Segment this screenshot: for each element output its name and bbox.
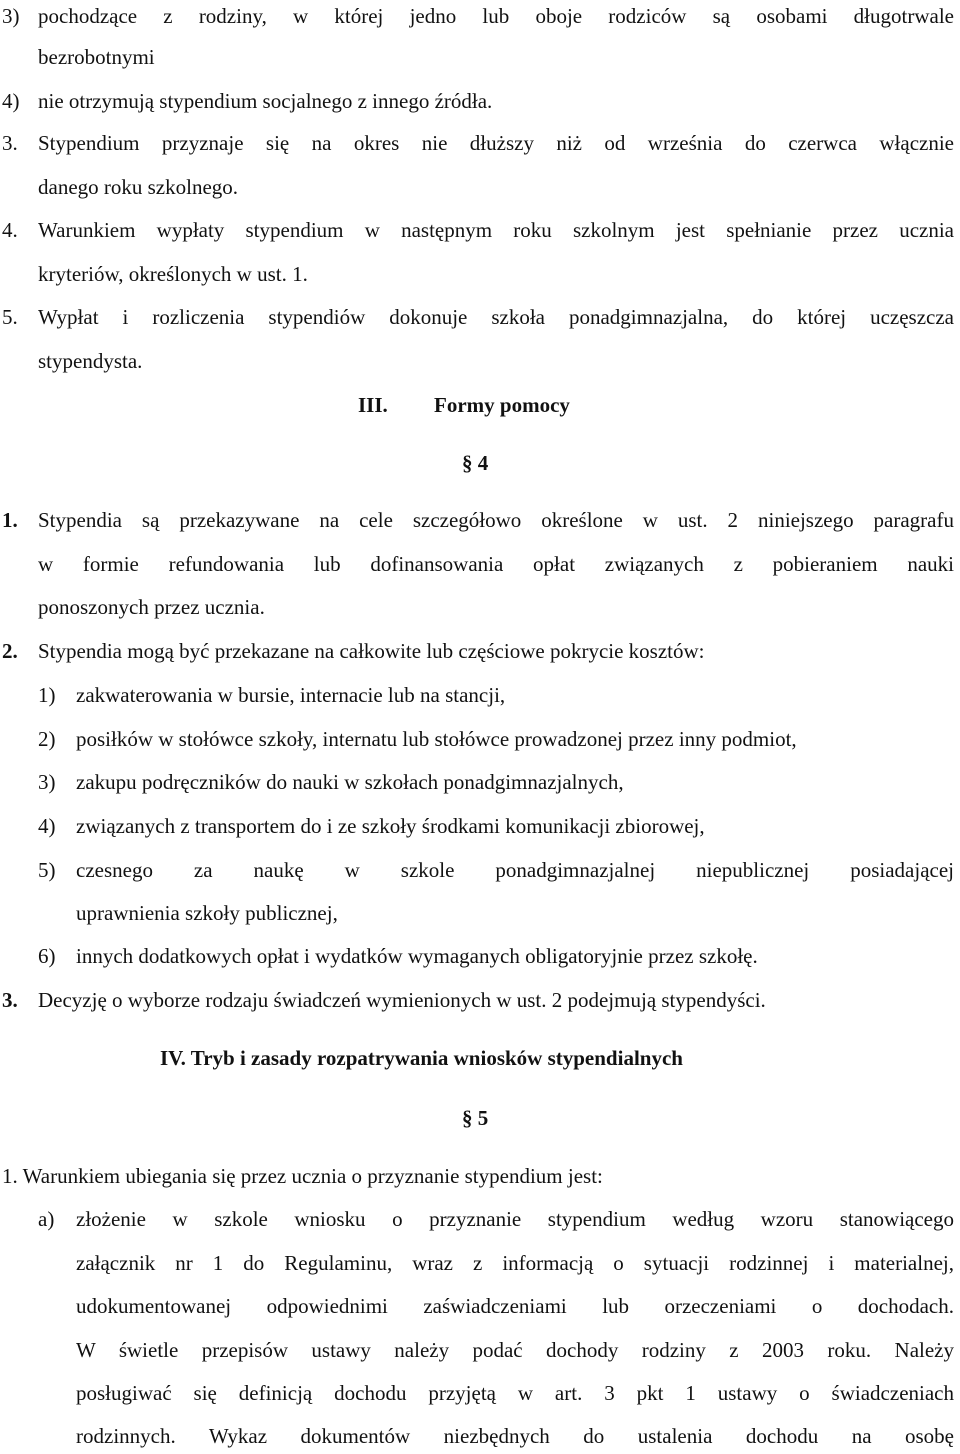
item-text: kryteriów, określonych w ust. 1.: [38, 262, 308, 286]
section-heading: [0, 390, 960, 420]
item-text: danego roku szkolnego.: [38, 175, 239, 199]
item-text: związanych z transportem do i ze szkoły środkami komunikacji zbiorowej,: [76, 814, 705, 838]
item-text: Wypłat i rozliczenia stypendiów dokonuje szkoła ponadgimnazjalna, do której uczęszcza: [38, 305, 954, 329]
item-text: bezrobotnymi: [38, 45, 155, 69]
list-item: [0, 724, 960, 754]
text-line: [0, 1335, 960, 1365]
text-line: [0, 1161, 960, 1191]
text-line: [0, 1421, 960, 1451]
list-item: [0, 767, 960, 797]
paragraph-sign: § 5: [462, 1106, 489, 1130]
text-line: [0, 172, 960, 202]
item-text: udokumentowanej odpowiednimi zaświadczeniami lub orzeczeniami o dochodach.: [76, 1294, 954, 1318]
item-number: 3.: [2, 131, 18, 155]
list-item: [0, 811, 960, 841]
item-text: Stypendia są przekazywane na cele szczegółowo określone w ust. 2 niniejszego paragrafu: [38, 508, 954, 532]
item-text: w formie refundowania lub dofinansowania opłat związanych z pobieraniem nauki: [38, 552, 954, 576]
list-item: [0, 215, 960, 245]
item-number: 3.: [2, 988, 18, 1012]
item-text: stypendysta.: [38, 349, 143, 373]
item-number: 3): [2, 4, 20, 28]
item-text: pochodzące z rodziny, w której jedno lub oboje rodziców są osobami długotrwale: [38, 4, 954, 28]
item-text: nie otrzymują stypendium socjalnego z innego źródła.: [38, 89, 493, 113]
item-text: 1. Warunkiem ubiegania się przez ucznia o przyznanie stypendium jest:: [2, 1164, 603, 1188]
list-item: [0, 636, 960, 666]
item-text: czesnego za naukę w szkole ponadgimnazjalnej niepublicznej posiadającej: [76, 858, 954, 882]
item-number: 6): [38, 944, 56, 968]
list-item: [0, 128, 960, 158]
item-text: uprawnienia szkoły publicznej,: [76, 901, 338, 925]
item-number: 5): [38, 858, 56, 882]
item-text: posługiwać się definicją dochodu przyjętą w art. 3 pkt 1 ustawy o świadczeniach: [76, 1381, 954, 1405]
list-item: [0, 505, 960, 535]
list-item: [0, 680, 960, 710]
paragraph-sign: § 4: [462, 451, 489, 475]
item-text: Stypendium przyznaje się na okres nie dłuższy niż od września do czerwca włącznie: [38, 131, 954, 155]
item-text: rodzinnych. Wykaz dokumentów niezbędnych do ustalenia dochodu na osobę: [76, 1424, 954, 1448]
item-number: 4): [2, 89, 20, 113]
item-text: posiłków w stołówce szkoły, internatu lub stołówce prowadzonej przez inny podmiot,: [76, 727, 797, 751]
text-line: [0, 898, 960, 928]
item-text: W świetle przepisów ustawy należy podać dochody rodziny z 2003 roku. Należy: [76, 1338, 954, 1362]
section-heading: IV. Tryb i zasady rozpatrywania wniosków stypendialnych: [160, 1046, 683, 1070]
item-number: 2.: [2, 639, 18, 663]
list-item: [0, 941, 960, 971]
list-item: [0, 985, 960, 1015]
text-line: [0, 1378, 960, 1408]
item-number: 4.: [2, 218, 18, 242]
list-item: [0, 302, 960, 332]
text-line: [0, 259, 960, 289]
item-text: ponoszonych przez ucznia.: [38, 595, 265, 619]
item-number: 1.: [2, 508, 18, 532]
text-line: [0, 549, 960, 579]
heading-text: Formy pomocy: [434, 393, 570, 417]
item-text: złożenie w szkole wniosku o przyznanie stypendium według wzoru stanowiącego: [76, 1207, 954, 1231]
item-text: Warunkiem wypłaty stypendium w następnym roku szkolnym jest spełnianie przez ucznia: [38, 218, 954, 242]
text-line: [0, 42, 960, 72]
heading-number: III.: [358, 393, 388, 417]
item-text: Stypendia mogą być przekazane na całkowite lub częściowe pokrycie kosztów:: [38, 639, 705, 663]
text-line: [0, 592, 960, 622]
item-text: zakupu podręczników do nauki w szkołach ponadgimnazjalnych,: [76, 770, 624, 794]
text-line: [0, 1248, 960, 1278]
item-text: załącznik nr 1 do Regulaminu, wraz z informacją o sytuacji rodzinnej i materialnej,: [76, 1251, 954, 1275]
list-item: [0, 1204, 960, 1234]
list-item: [0, 86, 960, 116]
text-line: [0, 1291, 960, 1321]
item-text: Decyzję o wyborze rodzaju świadczeń wymienionych w ust. 2 podejmują stypendyści.: [38, 988, 766, 1012]
item-number: 2): [38, 727, 56, 751]
text-line: [0, 346, 960, 376]
list-item: [0, 855, 960, 885]
item-number: a): [38, 1207, 55, 1231]
item-number: 4): [38, 814, 56, 838]
list-item: [0, 1, 960, 31]
item-number: 1): [38, 683, 56, 707]
item-number: 3): [38, 770, 56, 794]
item-number: 5.: [2, 305, 18, 329]
item-text: innych dodatkowych opłat i wydatków wymaganych obligatoryjnie przez szkołę.: [76, 944, 758, 968]
item-text: zakwaterowania w bursie, internacie lub na stancji,: [76, 683, 506, 707]
